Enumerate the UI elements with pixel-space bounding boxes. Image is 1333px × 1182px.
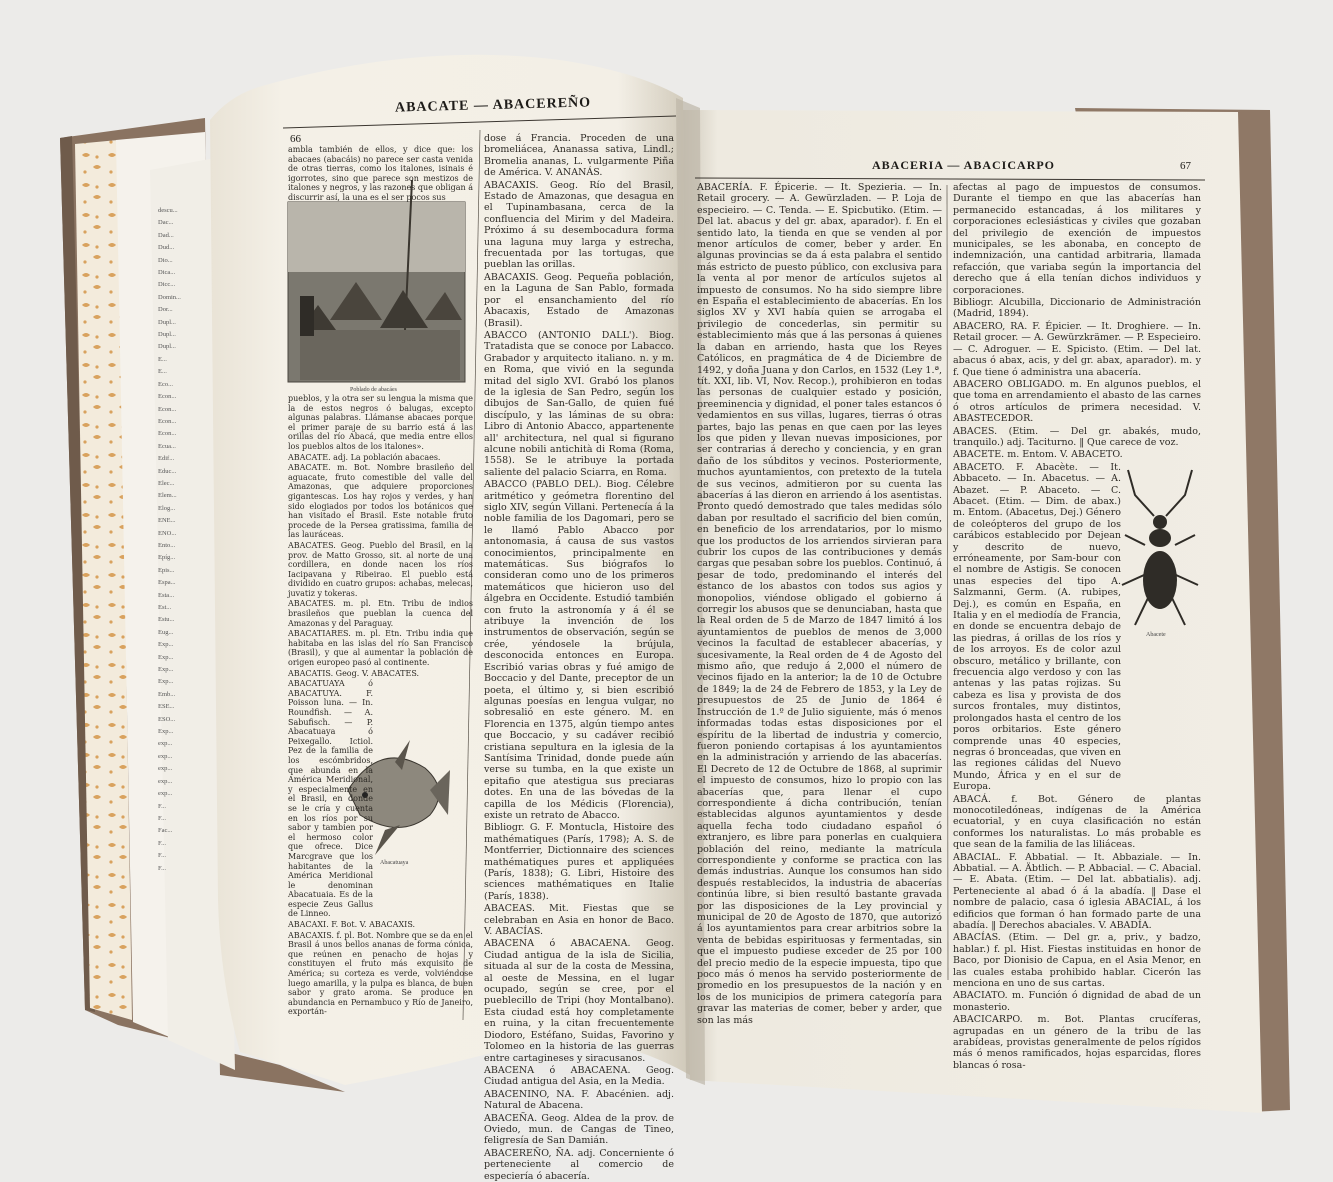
entry: Bibliogr. G. F. Montucla, Histoire des mathématiques (París, 1798); A. S. de Montferrier, Dictionnaire des sciences mathématiques pures et appliquées (París, 1838); G. Libri, Histoire des sciences mathématiques en Italie (París, 1838). [484,822,674,902]
margin-word: Est... [158,604,172,611]
margin-word: Econ... [158,405,177,413]
margin-word: Exp... [158,678,174,686]
left-page-col1 [288,145,473,1035]
entry: ABACÁ. f. Bot. Género de plantas monocotiledóneas, indígenas de la América ecuatorial, y en cuya clasificación no están conformes los naturalistas. Lo más probable es que sean de la familia de las liliáceas. [953,793,1201,851]
entry: ABACCO (ANTONIO DALL'). Biog. Tratadista que se conoce por Labacco. Grabador y arquitecto italiano. n. y m. en Roma, que vivió en la segunda mitad del siglo XVI. Grabó los planos de la iglesia de San Pedro, según los dibujos de San-Gallo, de quien fué discípulo, y las láminas de su obra: Libro di Antonio Abacco, appartenente all' architectura, nel qual si figurano alcune nobili antichità di Roma (Roma, 1558). Se le atribuye la portada saliente del palacio Sciarra, en Roma. [484,329,674,478]
margin-word: Ecua... [158,442,176,450]
entry: ABACATE. m. Bot. Nombre brasileño del aguacate, fruto comestible del valle del Amazonas, que adquiere proporciones gigantescas. Los hay rojos y verdes, y han sido elogiados por todos los botánicos que han visitado el Brasil. Este notable fruto procede de la Persea gratissima, familia de las lauráceas. [288,463,473,540]
entry: ABACEREÑO, ÑA. adj. Concerniente ó perteneciente al comercio de especiería ó abacería. [484,1147,674,1182]
left-page-number: 66 [290,133,301,145]
entry: ABACENA ó ABACAENA. Geog. Ciudad antigua del Asia, en la Media. [484,1064,674,1088]
margin-word: Espa... [158,579,176,587]
margin-word: exp... [158,752,173,760]
entry: ABACICARPO. m. Bot. Plantas crucíferas, agrupadas en un género de la tribu de las arabídeas, provistas generalmente de pelos rígidos más ó menos ramificados, hojas esparcidas, flores blancas ó rosa- [953,1014,1201,1071]
entry: ABACETE. m. Entom. V. ABACETO. [953,449,1123,461]
entry: ABACIATO. m. Función ó dignidad de abad de un monasterio. [953,990,1201,1013]
entry: ABACERÍA. F. Épicerie. — It. Spezieria. — In. Retail grocery. — A. Gewürzladen. — P. Loja de especieiro. — C. Tenda. — E. Spicbutiko. (Etim. — Del lat. abacus y del gr. abax, aparador). f. En el sentido lato, la tienda en que se venden al por menor artículos de comer, beber y arder. En algunas provincias se da á esta palabra el sentido más estricto de puesto público, con exclusiva para la venta al por menor de artículos sujetos al impuesto de consumos. No ha sido siempre libre en España el establecimiento de abacerías. En los siglos XV y XVI había quien se arrogaba el privilegio de concederlas, sin permitir su establecimiento más que á las personas á quienes la daban en arriendo, hasta que los Reyes Católicos, en pragmática de 4 de Diciembre de 1492, y doña Juana y don Carlos, en 1532 (Ley 1.ª, tít. XXI, lib. VI, Nov. Recop.), prohibieron en todas las personas de cualquier estado y posición, preeminencia y dignidad, el poner tales estancos ó vedamientos en sus villas, lugares, tierras ó otras partes, bajo las penas en que caen por las leyes los que piden y llevan nuevas imposiciones, por ser contrarias á derecho y conciencia, y en gran daño de los súbditos y vecinos. Posteriormente, muchos ayuntamientos, con pretexto de la tutela de sus vecinos, admitieron por su cuenta las abacerías á las dieron en arriendo á los asentistas. Pronto quedó demostrado que tales medidas sólo daban por resultado el sacrificio del bien común, en beneficio de los arrendatarios, por lo mismo que los productos de los arriendos sirvieran para cubrir los cupos de las contribuciones y demás cargas que pesaban sobre los pueblos. Continuó, á pesar de todo, predominando el interés del estanco de los abastos con todos sus agios y monopolios, viéndose obligado el gobierno á corregir los abusos que se denunciaban, hasta que la Real orden de 5 de Marzo de 1847 limitó á los ayuntamientos de pueblos de menos de 3,000 vecinos la facultad de establecer abacerías, y sucesivamente, la Real orden de 4 de Agosto del mismo año, que redujo á 2,000 el número de vecinos fijado en la anterior; la de 10 de Octubre de 1849; la de 24 de Febrero de 1853, y la Ley de presupuestos de 25 de Junio de 1864 é Instrucción de 1.º de Julio siguiente, más ó menos informadas todas estas disposiciones por el espíritu de la libertad de industria y comercio, fueron poniendo cortapisas á los ayuntamientos en la administración y arriendo de las abacerías. El Decreto de 12 de Octubre de 1868, al suprimir el impuesto de consumos, hizo lo propio con las abacerías que, para llenar el cupo correspondiente á dicha contribución, tenían establecidas algunos ayuntamientos y desde aquella fecha todo ciudadano español ó extranjero, es libre para ponerlas en cualquiera población del reino, mediante la matrícula correspondiente y conforme se practica con las demás industrias. Aunque los consumos han sido después restablecidos, la industria de abacerías continúa libre, si bien resultó bastante gravada por las disposiciones de la Ley provincial y municipal de 20 de Agosto de 1870, que autorizó á los ayuntamientos para crear arbitrios sobre la venta de bebidas espirituosas y fermentadas, sin que el impuesto pudiese exceder de 25 por 100 del precio medio de la especie impuesta, tipo que poco más ó menos ha servido posteriormente de promedio en los presupuestos de la nación y en los de los municipios de primera categoría para gravar las materias de comer, beber y arder, que son las más [697,182,942,1026]
margin-word: Emb... [158,690,176,698]
entry: ABACEÑA. Geog. Aldea de la prov. de Oviedo, mun. de Cangas de Tineo, feligresía de San Damián. [484,1112,674,1147]
margin-word: F... [158,839,166,847]
margin-word: Esta... [158,591,175,599]
entry: ABACATUAYA ó ABACATUYA. F. Poisson luna. — In. Roundfish. — A. Sabufisch. — P. Abacatuaya ó Peixegallo. Ictiol. Pez de la familia de los escómbridos, que abunda en la América Meridional, y especialmente en el Brasil, en donde se le cría y cuenta en los ríos por su sabor y tambien por el hermoso color que ofrece. Dice Marcgrave que los habitantes de la América Meridional le denominan Abacatuaia. Es de la especie Zeus Gallus de Linneo. [288,679,373,919]
entry: ABACÍAS. (Etim. — Del gr. a, priv., y badzo, hablar.) f. pl. Hist. Fiestas instituidas en honor de Baco, por Dionisio de Capua, en el Asia Menor, en las cuales estaba prohibido hablar. Cicerón las menciona en uno de sus cartas. [953,932,1201,990]
margin-word: Epíg... [158,554,176,562]
left-page-col2 [484,133,674,1182]
margin-word: ENO... [158,529,177,537]
margin-word: ESE... [158,703,175,711]
entry: ABACATE. adj. La población abacaes. [288,452,441,462]
margin-word: F... [158,864,166,872]
margin-word: E... [158,355,167,363]
entry: ABACERO, RA. F. Épicier. — It. Droghiere. — In. Retail grocer. — A. Gewürzkrämer. — P. Especieiro. — C. Adroguer. — E. Spicisto. (Etim. — Del lat. abacus ó abax, acis, y del gr. abax, aparador). m. y f. Que tiene ó administra una abacería. [953,320,1201,378]
figure3-caption: Abacete [1146,632,1166,638]
entry: ABACEAS. Mit. Fiestas que se celebraban en Asia en honor de Baco. V. ABACÍAS. [484,903,674,938]
margin-word: Epis... [158,566,175,574]
margin-word: Eco... [158,380,173,388]
left-page-header: ABACATE — ABACEREÑO [394,95,592,116]
entry: Bibliogr. Alcubilla, Diccionario de Administración (Madrid, 1894). [953,297,1201,320]
margin-word: Dupl... [158,331,176,339]
margin-word: exp... [158,777,173,785]
entry: dose á Francia. Proceden de una bromeliácea, Ananassa sativa, Lindl.; Bromelia ananas, L. vulgarmente Piña de América. V. ANANÁS. [484,133,674,179]
entry: ABACES. (Etim. — Del gr. abakés, mudo, tranquilo.) adj. Taciturno. ‖ Que carece de voz. [953,425,1201,448]
margin-word: exp... [158,790,173,798]
margin-word: Fac... [158,827,173,835]
entry: ABACAXI. F. Bot. V. ABACAXIS. [288,920,416,930]
figure1-caption: Poblado de abacáes [350,387,397,393]
margin-word: Elec... [158,479,175,487]
margin-word: ESO... [158,715,176,723]
margin-word: Econ... [158,430,177,438]
margin-word: Econ... [158,393,177,401]
entry: ABACENA ó ABACAENA. Geog. Ciudad antigua de la isla de Sicilia, situada al sur de la costa de Messina, al oeste de Messina, en el lugar ocupado, según se cree, por el pueblecillo de Tripi (hoy Montalbano). Esta ciudad está hoy completamente en ruina, y la citan frecuentemente Diodoro, Estéfano, Suidas, Favorino y Tolomeo en la historia de las guerras entre cartagineses y siracusanos. [484,938,674,1064]
entry: afectas al pago de impuestos de consumos. Durante el tiempo en que las abacerías han permanecido estancadas, á los militares y corporaciones eclesiásticas y civiles que gozaban del privilegio de exención de impuestos municipales, se les abonaba, en concepto de indemnización, una cantidad arbitraria, llamada refacción, que variaba según la importancia del derecho que á ella tenían dichos individuos y corporaciones. [953,182,1201,296]
entry: ABACETO. F. Abacète. — It. Abbaceto. — In. Abacetus. — A. Abazet. — P. Abaceto. — C. Abacet. (Etim. — Dim. de abax.) m. Entom. (Abacetus, Dej.) Género de coleópteros del grupo de los carábicos establecido por Dejean y descrito de nuevo, erróneamente, por Sam-bour con el nombre de Astigis. Se conocen unas especies del tipo A. Salzmanni, Germ. (A. rubipes, Dej.), es común en España, en Italia y en el mediodía de Francia, en donde se encuentra debajo de las piedras, á orillas de los ríos y de los arroyos. Es de color azul obscuro, metálico y brillante, con frecuencia algo verdoso y con las antenas y las patas rojizas. Su cabeza es lisa y provista de dos surcos frontales, muy distintos, prolongados hasta el centro de los poros orbitarios. Este género comprende unas 40 especies, negras ó bronceadas, que viven en las regiones cálidas del Nuevo Mundo, África y en el sur de Europa. [953,461,1121,793]
margin-word: Elog... [158,504,176,512]
entry: ABACATES. Geog. Pueblo del Brasil, en la prov. de Matto Grosso, sit. al norte de una cordillera, en donde nacen los ríos Iacipavana y Ribeirao. El pueblo está dividido en cuatro grupos: achabas, melecas, juvatiz y tokeras. [288,540,473,598]
margin-word: exp... [158,765,173,773]
figure2-caption: Abacatuaya [380,860,409,866]
margin-word: Dor... [158,306,173,314]
entry: ABACATIS. Geog. V. ABACATES. [288,668,420,678]
margin-word: Estu... [158,616,175,624]
margin-word: Econ... [158,417,177,425]
margin-word: Eug... [158,628,174,636]
margin-word: Dupl... [158,318,176,326]
margin-word: ENE... [158,517,176,525]
entry: ABACAXIS. Geog. Río del Brasil, Estado de Amazonas, que desagua en el Tupinambasana, cerca de la confluencia del Mirim y del Madeira. Próximo á su desembocadura forma una laguna muy larga y estrecha, frecuentada por las tortugas, que pueblan las orillas. [484,179,674,271]
entry: ABACIAL. F. Abbatial. — It. Abbaziale. — In. Abbatial. — A. Äbtlich. — P. Abbacial. — C. Abacial. — E. Abata. (Etim. — Del lat. abbatialis). adj. Perteneciente al abad ó á la abadía. ‖ Dase el nombre de palacio, casa ó iglesia ABACIAL, á los edificios que forman ó han formado parte de una abadía. ‖ Derechos abaciales. V. ABADÍA. [953,851,1201,931]
margin-word: Dac... [158,219,174,227]
margin-word: F... [158,802,166,810]
margin-word: E... [158,368,167,376]
entry: pueblos, y la otra ser su lengua la misma que la de estos negros ó balugas, excepto algunas palabras. Llámanse abacaes porque el primer paraje de su barrio está á las orillas del río Abacá, que media entre ellos los pueblos altos de los italones». [288,394,473,451]
entry: ABACCO (PABLO DEL). Biog. Célebre aritmético y geómetra florentino del siglo XIV, según Villani. Pertenecía á la noble familia de los Dagomari, pero se le llamó Pablo Abacco por antonomasia, á causa de sus vastos conocimientos, principalmente en matemáticas. Sus biógrafos lo consideran como uno de los primeros matemáticos que hicieron uso del álgebra en Occidente. Estudió también con fruto la astronomía y á él se atribuye la invención de los instrumentos de observación, según se crée, yéndosele la brújula, desconocida entonces en Europa. Escribió varias obras y fué amigo de Boccacio y del Dante, preceptor de un poeta, el último y, si bien escribió algunas poesías en lengua vulgar, no sobresalió en este género. M. en Florencia en 1375, algún tiempo antes que Boccacio, y su cadáver recibió cristiana sepultura en la iglesia de la Santísima Trinidad, donde puede aún verse su tumba, en la que existe un epitafio que atestigua sus preciaras dotes. En una de las bóvedas de la capilla de los Médicis (Florencia), existe un retrato de Abacco. [484,479,674,821]
entry: ABACAXIS. Geog. Pequeña población, en la Laguna de San Pablo, formada por el ensanchamiento del río Abacaxis, Estado de Amazonas (Brasil). [484,271,674,329]
margin-word: Exp... [158,641,174,649]
margin-word: Educ... [158,467,177,475]
margin-index [158,205,198,985]
margin-word: F... [158,852,166,860]
margin-word: Dad... [158,231,174,239]
margin-word: Dupl... [158,343,176,351]
margin-word: Edif... [158,455,175,463]
entry: ABACERO OBLIGADO. m. En algunos pueblos, el que toma en arrendamiento el abasto de las carnes ó otros artículos de primera necesidad. V. ABASTECEDOR. [953,378,1201,425]
margin-word: exp... [158,740,173,748]
margin-word: Exp... [158,653,174,661]
margin-word: Exp... [158,728,174,736]
margin-word: Domin... [158,293,181,301]
margin-word: Dica... [158,269,176,277]
entry: ABACATES. m. pl. Etn. Tribu de indios brasileños que pueblan la cuenca del Amazonas y del Paraguay. [288,599,473,628]
entry: ABACENINO, NA. F. Abacénien. adj. Natural de Abacena. [484,1088,674,1112]
right-page-col1 [697,182,942,1026]
margin-word: Exp... [158,666,174,674]
margin-word: Dud... [158,244,175,252]
entry: ABACATIARES. m. pl. Etn. Tribu india que habitaba en las islas del río San Francisco (Brasil), y que al aumentar la población de origen europeo pasó al continente. [288,629,473,668]
margin-word: F... [158,814,166,822]
right-page-number: 67 [1180,160,1191,172]
margin-word: Dicc... [158,281,176,289]
margin-word: Ento... [158,541,176,549]
entry: ambla también de ellos, y dice que: los abacaes (abacáis) no parece ser casta venida de otras tierras, como los italones, isinais é igorrotes, sino que parece son mestizos de italones y negros, y las razones que obligan á discurrir así, la una es el ser pocos sus [288,145,473,202]
margin-word: descu... [158,207,178,214]
margin-word: Dio... [158,256,173,264]
margin-word: Elem... [158,492,177,500]
right-page-col2 [953,182,1201,1071]
right-page-header: ABACERIA — ABACICARPO [872,158,1056,172]
entry: ABACAXIS. f. pl. Bot. Nombre que se da en el Brasil á unos bellos ananas de forma cónica, que reúnen en penacho de hojas y constituyen el fruto más exquisito de América; su corteza es verde, volviéndose luego amarilla, y la pulpa es blanca, de buen sabor y grato aroma. Se produce en abundancia en Pernambuco y Río de Janeiro, exportán- [288,930,473,1017]
